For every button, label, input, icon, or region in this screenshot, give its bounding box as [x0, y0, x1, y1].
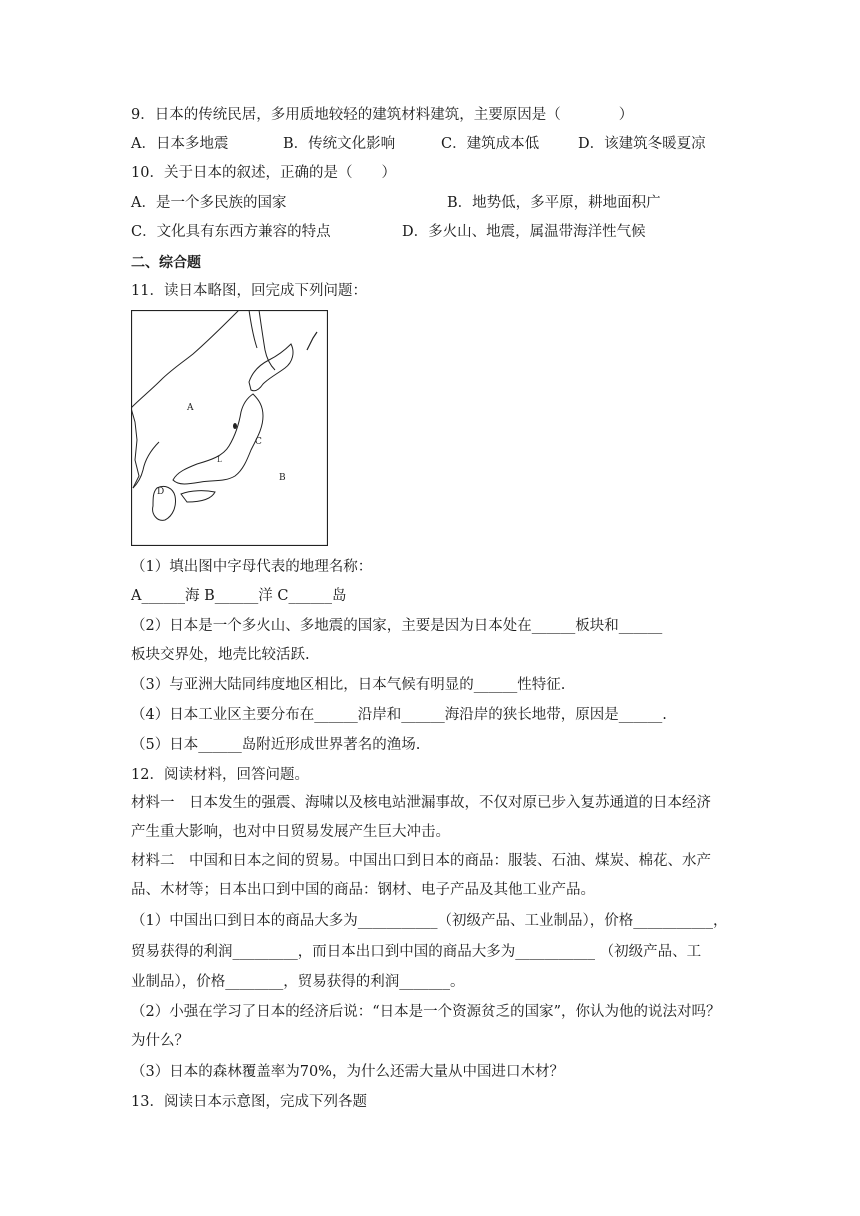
japan-sketch-map	[131, 310, 328, 546]
q11-stem: 11．读日本略图，回完成下列问题：	[131, 283, 367, 299]
q12-material2-a: 材料二 中国和日本之间的贸易。中国出口到日本的商品：服装、石油、煤炭、棉花、水产	[131, 853, 711, 869]
q12-stem: 12．阅读材料，回答问题。	[131, 767, 309, 783]
map-label-b: B	[279, 473, 286, 483]
q11-p4: （4）日本工业区主要分布在______沿岸和______海沿岸的狭长地带，原因是______.	[131, 707, 667, 723]
q11-p3: （3）与亚洲大陆同纬度地区相比，日本气候有明显的______性特征.	[131, 677, 566, 693]
q10-option-d: D．多火山、地震，属温带海洋性气候	[402, 224, 646, 240]
q12-material1-a: 材料一 日本发生的强震、海啸以及核电站泄漏事故，不仅对原已步入复苏通道的日本经济	[131, 795, 711, 811]
q9-option-b: B．传统文化影响	[283, 136, 396, 152]
q10-stem: 10．关于日本的叙述，正确的是（ ）	[131, 165, 396, 181]
section-heading: 二、综合题	[131, 255, 201, 271]
map-label-c: C	[255, 437, 262, 447]
q9-option-d: D．该建筑冬暖夏凉	[578, 136, 706, 152]
q13-stem: 13．阅读日本示意图，完成下列各题	[131, 1094, 367, 1110]
q9-stem: 9．日本的传统民居，多用质地较轻的建筑材料建筑，主要原因是（ ）	[131, 107, 634, 123]
map-label-a: A	[187, 403, 194, 413]
q11-p2a: （2）日本是一个多火山、多地震的国家，主要是因为日本处在______板块和______	[131, 618, 663, 634]
q11-p2b: 板块交界处，地壳比较活跃.	[131, 647, 310, 663]
q12-p2a: （2）小强在学习了日本的经济后说：“日本是一个资源贫乏的国家”，你认为他的说法对吗？	[131, 1004, 721, 1020]
q11-p1: （1）填出图中字母代表的地理名称：	[131, 559, 373, 575]
q10-option-b: B．地势低，多平原，耕地面积广	[447, 195, 661, 211]
map-label-l: L	[217, 456, 222, 464]
q10-option-c: C．文化具有东西方兼容的特点	[131, 224, 331, 240]
q12-p1a: （1）中国出口到日本的商品大多为___________（初级产品、工业制品），价格___________，	[131, 913, 728, 929]
q12-p1b: 贸易获得的利润_________，而日本出口到中国的商品大多为___________ （初级产品、工	[131, 944, 702, 960]
q11-p1-blanks: A______海 B______洋 C______岛	[131, 588, 347, 604]
map-label-d: D	[157, 487, 165, 497]
q11-p5: （5）日本______岛附近形成世界著名的渔场.	[131, 737, 421, 753]
q12-material2-b: 品、木材等；日本出口到中国的商品：钢材、电子产品及其他工业产品。	[131, 882, 595, 898]
q10-option-a: A．是一个多民族的国家	[131, 195, 287, 211]
q12-material1-b: 产生重大影响，也对中日贸易发展产生巨大冲击。	[131, 824, 450, 840]
q12-p3: （3）日本的森林覆盖率为70%，为什么还需大量从中国进口木材？	[131, 1064, 564, 1080]
q9-option-c: C．建筑成本低	[441, 136, 540, 152]
q12-p2b: 为什么？	[131, 1033, 189, 1049]
q12-p1c: 业制品），价格________，贸易获得的利润_______。	[131, 974, 465, 990]
q9-option-a: A．日本多地震	[131, 136, 229, 152]
